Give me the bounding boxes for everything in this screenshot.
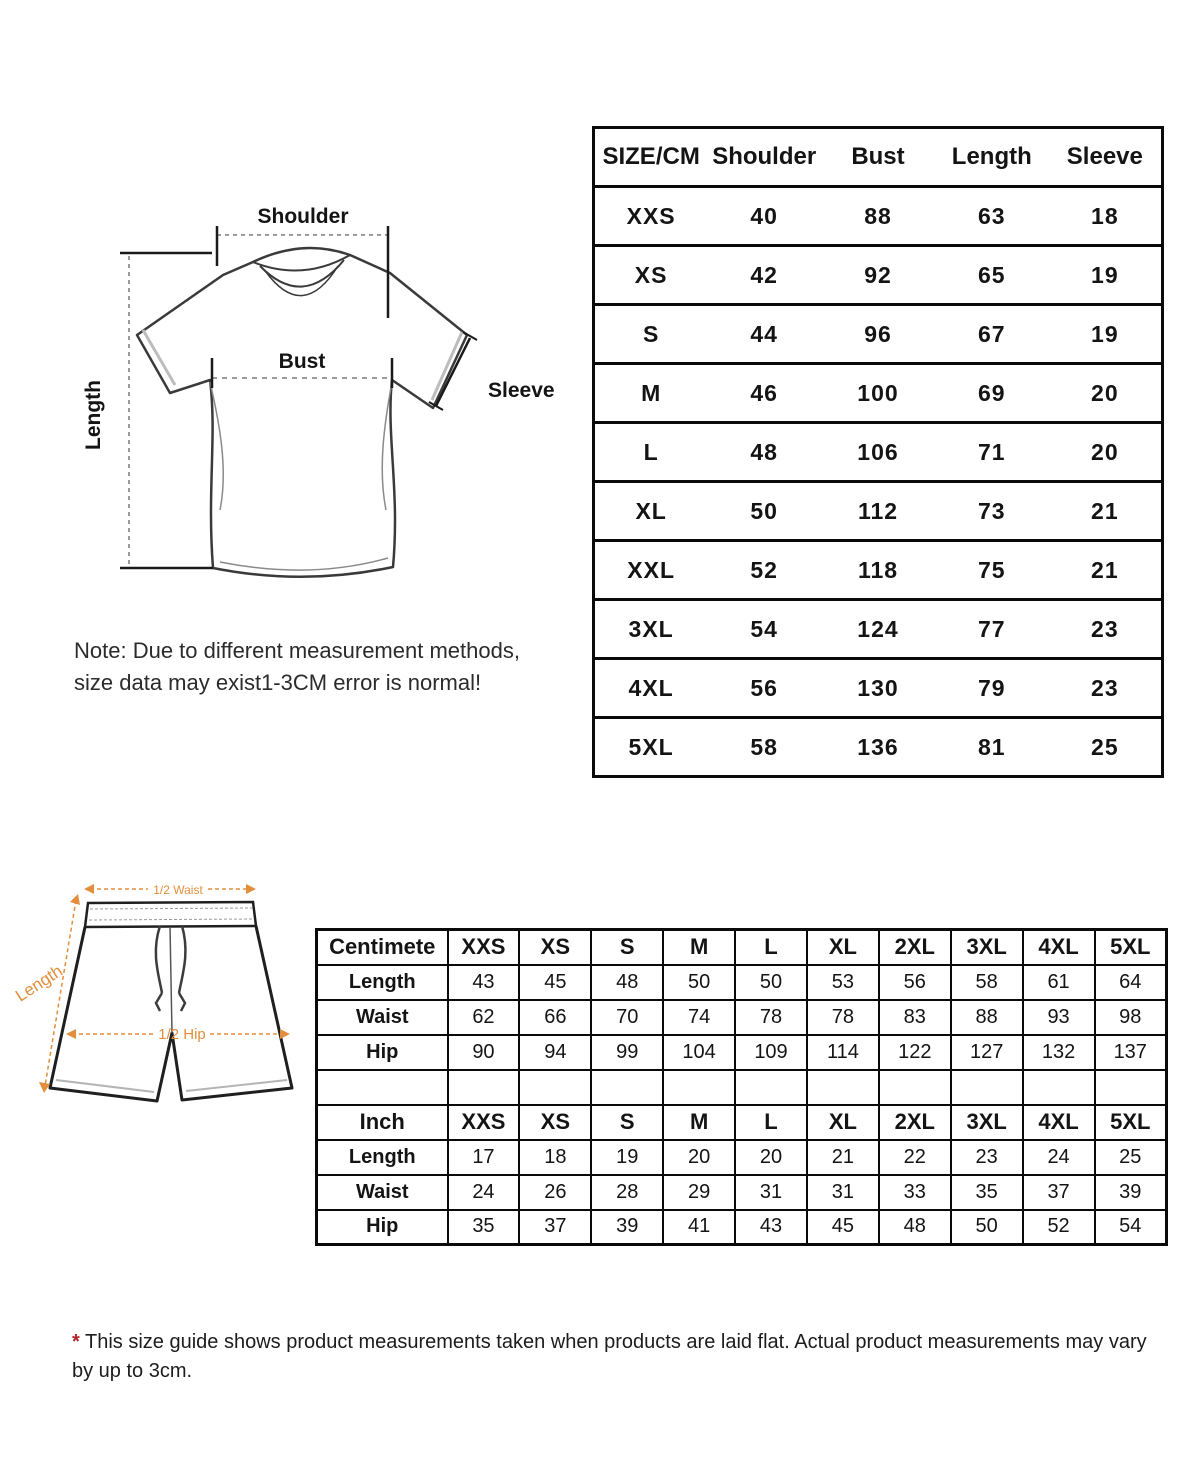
cell: L: [594, 423, 708, 482]
cell: 43: [448, 965, 520, 1000]
drawstring-right: [179, 926, 185, 993]
cell: 64: [1095, 965, 1167, 1000]
cell: 3XL: [594, 600, 708, 659]
size-row: [594, 659, 1163, 718]
cell: 44: [707, 305, 821, 364]
cell: 21: [1049, 541, 1163, 600]
waist-arrow-left-icon: [84, 884, 94, 894]
cell: 88: [821, 187, 935, 246]
cell: 78: [735, 1000, 807, 1035]
cell: 66: [519, 1000, 591, 1035]
cell: 73: [935, 482, 1049, 541]
cell: 65: [935, 246, 1049, 305]
column-header: 5XL: [1095, 930, 1167, 965]
hem-line: [220, 558, 388, 570]
shorts-diagram: [10, 858, 322, 1148]
hip-arrow-right-icon: [280, 1029, 290, 1039]
column-header: Length: [935, 128, 1049, 187]
cell: [879, 1070, 951, 1105]
cell: [317, 1070, 448, 1105]
cell: 25: [1095, 1140, 1167, 1175]
sleeve-measure-line: [436, 338, 470, 406]
column-header: M: [663, 930, 735, 965]
cell: 33: [879, 1175, 951, 1210]
drawstring-left: [156, 926, 162, 993]
cell: 29: [663, 1175, 735, 1210]
cell: 70: [591, 1000, 663, 1035]
cell: 5XL: [628, 733, 674, 760]
cell: 24: [1023, 1140, 1095, 1175]
cell: 69: [935, 364, 1049, 423]
cell: 37: [519, 1210, 591, 1245]
cell: 52: [1023, 1210, 1095, 1245]
cell: 94: [519, 1035, 591, 1070]
cell: 137: [1095, 1035, 1167, 1070]
cell: 39: [591, 1210, 663, 1245]
cell: 35: [448, 1210, 520, 1245]
tshirt-diagram: [70, 190, 570, 625]
cell: 99: [591, 1035, 663, 1070]
cell: 35: [951, 1175, 1023, 1210]
cell: S: [594, 305, 708, 364]
footnote-asterisk: *: [72, 1331, 80, 1353]
column-header: XL: [807, 930, 879, 965]
cell: Waist: [317, 1000, 448, 1035]
cell: 50: [735, 965, 807, 1000]
size-row: [594, 423, 1163, 482]
drawstring-knot-right: [179, 993, 185, 1011]
length-arrow-bottom-icon: [39, 1082, 50, 1093]
column-header: XXS: [448, 1105, 520, 1140]
measurement-note: [74, 635, 574, 699]
cell: 63: [935, 187, 1049, 246]
cell: 48: [707, 423, 821, 482]
cell: 24: [448, 1175, 520, 1210]
column-header: Shoulder: [707, 128, 821, 187]
cell: 79: [935, 659, 1049, 718]
center-seam-line: [170, 927, 172, 1033]
cell: 58: [951, 965, 1023, 1000]
column-header: Centimete: [317, 930, 448, 965]
cell: 106: [821, 423, 935, 482]
cell: 19: [1049, 305, 1163, 364]
cell: 56: [879, 965, 951, 1000]
cell: Length: [317, 1140, 448, 1175]
tshirt-drawing-icon: [70, 190, 570, 625]
column-header: XL: [807, 1105, 879, 1140]
length-arrow-top-icon: [70, 894, 80, 905]
cell: 67: [935, 305, 1049, 364]
column-header: 4XL: [1023, 1105, 1095, 1140]
tshirt-size-table-body: [594, 128, 1163, 777]
column-header: 3XL: [951, 1105, 1023, 1140]
cell: 20: [663, 1140, 735, 1175]
waist-arrow-right-icon: [246, 884, 256, 894]
half-waist-label: 1/2 Waist: [153, 883, 203, 897]
waistband-stitch-top: [90, 908, 252, 909]
cell: [663, 1070, 735, 1105]
cell: 23: [1049, 659, 1163, 718]
cell: 21: [1049, 482, 1163, 541]
cell: 104: [663, 1035, 735, 1070]
cell: 17: [448, 1140, 520, 1175]
cell: 50: [951, 1210, 1023, 1245]
cell: 74: [663, 1000, 735, 1035]
cell: 18: [1049, 187, 1163, 246]
footnote-text: This size guide shows product measurements taken when products are laid flat. Actual product measurements may vary by up to 3cm.: [72, 1331, 1147, 1382]
cell: 26: [519, 1175, 591, 1210]
cell: [1095, 1070, 1167, 1105]
cell: 114: [807, 1035, 879, 1070]
column-header: 5XL: [1095, 1105, 1167, 1140]
size-row: [594, 364, 1163, 423]
cell: 75: [935, 541, 1049, 600]
left-cuff-shade: [143, 330, 175, 385]
cell: 18: [519, 1140, 591, 1175]
cell: 20: [735, 1140, 807, 1175]
cell: Waist: [317, 1175, 448, 1210]
inch-row: [317, 1210, 1167, 1245]
cell: 112: [821, 482, 935, 541]
note-line-2: size data may exist1-3CM error is normal!: [74, 670, 482, 695]
column-header: 4XL: [1023, 930, 1095, 965]
cell: 45: [807, 1210, 879, 1245]
column-header: XXS: [448, 930, 520, 965]
cell: XXS: [594, 187, 708, 246]
inch-row: [317, 1140, 1167, 1175]
cell: 48: [879, 1210, 951, 1245]
cell: XXL: [594, 541, 708, 600]
size-row: [594, 600, 1163, 659]
cell: [519, 1070, 591, 1105]
cell: 54: [707, 600, 821, 659]
length-label: Length: [82, 380, 105, 450]
cell: 31: [735, 1175, 807, 1210]
tshirt-size-table: [592, 126, 1164, 778]
cell: 127: [951, 1035, 1023, 1070]
size-guide-footnote: [72, 1328, 1164, 1386]
cell: 78: [807, 1000, 879, 1035]
cell: 109: [735, 1035, 807, 1070]
column-header: XS: [519, 1105, 591, 1140]
cell: 45: [519, 965, 591, 1000]
column-header: L: [735, 930, 807, 965]
cell: XL: [594, 482, 708, 541]
column-header: L: [735, 1105, 807, 1140]
cell: 132: [1023, 1035, 1095, 1070]
cell: 4XL: [594, 659, 708, 718]
cell: 25: [1091, 733, 1119, 760]
cell: 58: [750, 733, 778, 760]
cell: [1023, 1070, 1095, 1105]
tshirt-outline: [137, 248, 467, 577]
note-line-1: Note: Due to different measurement methods,: [74, 638, 520, 663]
cell: 46: [707, 364, 821, 423]
hip-arrow-left-icon: [66, 1029, 76, 1039]
column-header: XS: [519, 930, 591, 965]
cell: 96: [821, 305, 935, 364]
cell: 20: [1049, 364, 1163, 423]
cell: 54: [1095, 1210, 1167, 1245]
cell: 50: [663, 965, 735, 1000]
column-header: S: [591, 1105, 663, 1140]
drawstring-knot-left: [156, 993, 162, 1011]
cell: 77: [935, 600, 1049, 659]
column-header: Sleeve: [1049, 128, 1163, 187]
cell: 52: [707, 541, 821, 600]
cell: 56: [707, 659, 821, 718]
column-header: M: [663, 1105, 735, 1140]
cell: 93: [1023, 1000, 1095, 1035]
cell: [807, 1070, 879, 1105]
cell: 81: [977, 733, 1006, 760]
waistband-outline: [85, 902, 256, 927]
cell: 100: [821, 364, 935, 423]
cell: 23: [1049, 600, 1163, 659]
right-cuff-shade: [432, 332, 462, 400]
cell: 21: [807, 1140, 879, 1175]
shorts-size-table: [315, 928, 1168, 1246]
column-header: Bust: [821, 128, 935, 187]
cell: 61: [1023, 965, 1095, 1000]
cell: 88: [951, 1000, 1023, 1035]
cell: 22: [879, 1140, 951, 1175]
cell: 118: [821, 541, 935, 600]
column-header: 2XL: [879, 1105, 951, 1140]
cell: [735, 1070, 807, 1105]
bust-label: Bust: [278, 350, 326, 373]
waistband-stitch-bottom: [89, 919, 253, 920]
cell: 41: [663, 1210, 735, 1245]
cell: 98: [1095, 1000, 1167, 1035]
cell: 62: [448, 1000, 520, 1035]
cell: M: [594, 364, 708, 423]
cell: [591, 1070, 663, 1105]
cell: 23: [951, 1140, 1023, 1175]
cell: XS: [594, 246, 708, 305]
size-row: [594, 187, 1163, 246]
cell: 42: [707, 246, 821, 305]
cm-row: [317, 1000, 1167, 1035]
column-header: 2XL: [879, 930, 951, 965]
cell: 122: [879, 1035, 951, 1070]
size-row: [594, 305, 1163, 364]
column-header: 3XL: [951, 930, 1023, 965]
cell: 19: [591, 1140, 663, 1175]
inch-row: [317, 1175, 1167, 1210]
shorts-drawing-icon: [10, 858, 322, 1148]
cell: Length: [317, 965, 448, 1000]
column-header: Inch: [317, 1105, 448, 1140]
size-row: [594, 482, 1163, 541]
cell: 83: [879, 1000, 951, 1035]
cell: 43: [735, 1210, 807, 1245]
cell: 40: [707, 187, 821, 246]
cell: 19: [1049, 246, 1163, 305]
size-row: [594, 246, 1163, 305]
cell: 20: [1049, 423, 1163, 482]
cell: Hip: [317, 1210, 448, 1245]
size-row: [594, 718, 1163, 777]
cell: 37: [1023, 1175, 1095, 1210]
cell: 124: [821, 600, 935, 659]
cell: 31: [807, 1175, 879, 1210]
cell: 71: [935, 423, 1049, 482]
half-hip-label: 1/2 Hip: [158, 1026, 206, 1043]
cell: 92: [821, 246, 935, 305]
cell: [448, 1070, 520, 1105]
cell: 50: [707, 482, 821, 541]
column-header: SIZE/CM: [594, 128, 708, 187]
sleeve-label: Sleeve: [488, 379, 555, 402]
cell: Hip: [317, 1035, 448, 1070]
cm-row: [317, 965, 1167, 1000]
header-row: [594, 128, 1163, 187]
cm-row: [317, 1035, 1167, 1070]
shorts-size-table-body: [317, 930, 1167, 1245]
shoulder-label: Shoulder: [257, 205, 349, 228]
cell: 130: [821, 659, 935, 718]
cell: 28: [591, 1175, 663, 1210]
cell: 48: [591, 965, 663, 1000]
column-header: S: [591, 930, 663, 965]
cm-header-row: [317, 930, 1167, 965]
inch-header-row: [317, 1105, 1167, 1140]
cell: 90: [448, 1035, 520, 1070]
shorts-length-label: Length: [12, 961, 66, 1006]
cell: [951, 1070, 1023, 1105]
size-row: [594, 541, 1163, 600]
cell: 53: [807, 965, 879, 1000]
spacer-row: [317, 1070, 1167, 1105]
cell: 136: [857, 733, 899, 760]
cell: 39: [1095, 1175, 1167, 1210]
